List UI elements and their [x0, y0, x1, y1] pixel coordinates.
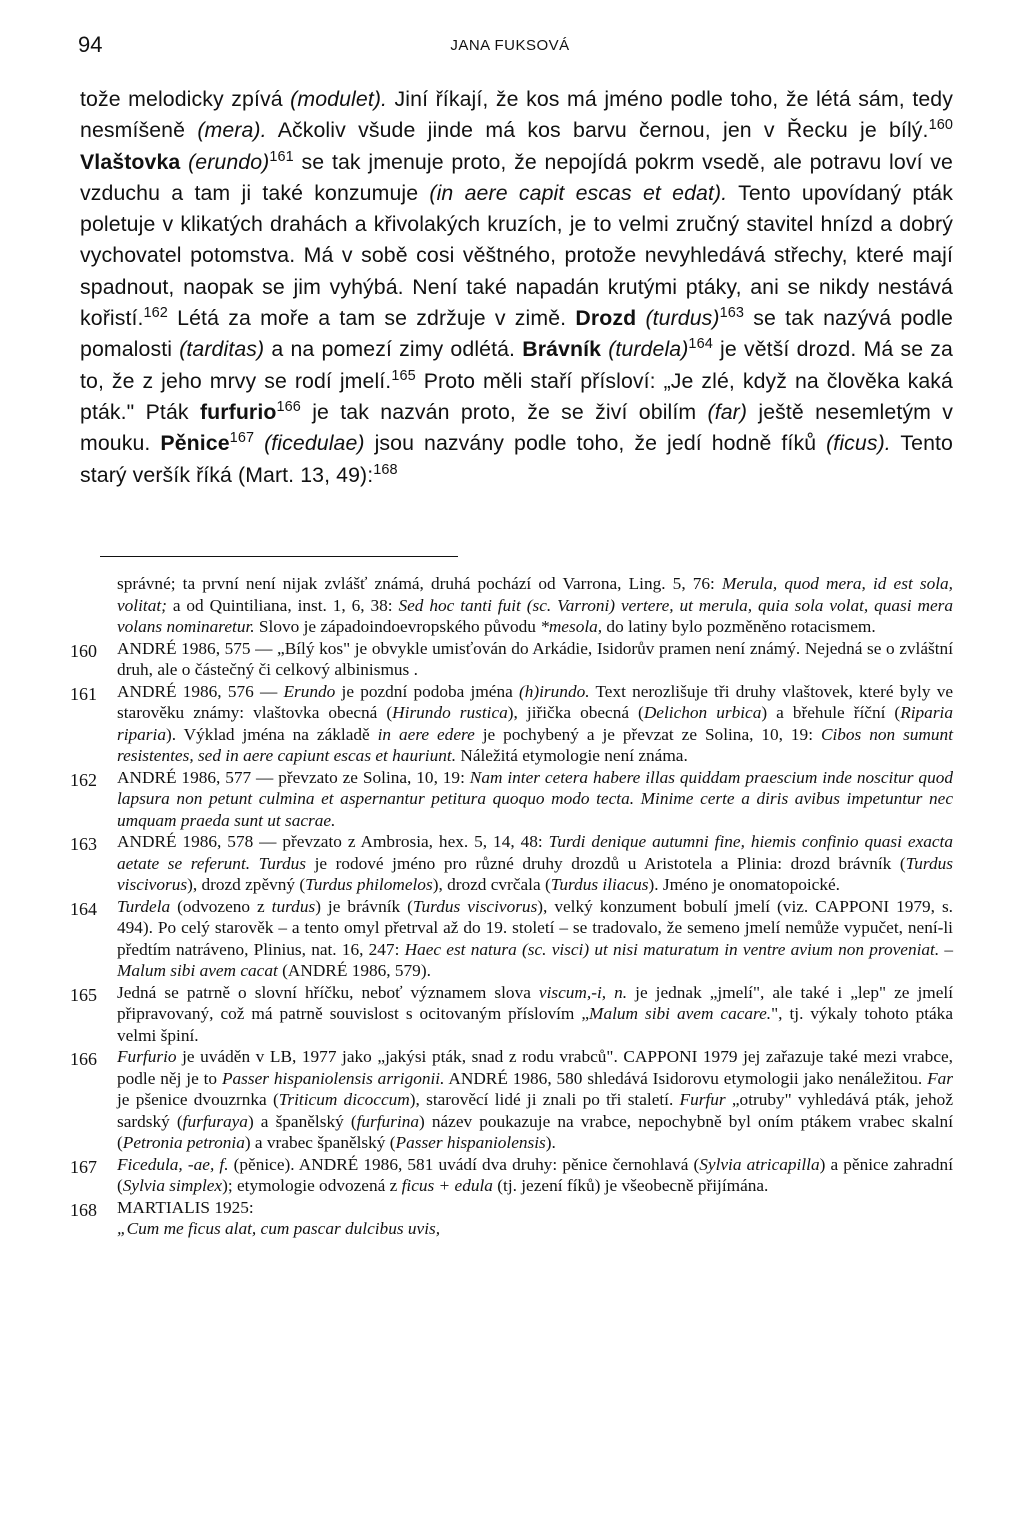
footnote-ref-166[interactable]: 166: [276, 399, 301, 416]
footnote-number: 167: [70, 1156, 97, 1177]
footnote-ref-165[interactable]: 165: [391, 367, 416, 384]
footnote-ref-164[interactable]: 164: [688, 336, 713, 353]
footnote-167: 167 Ficedula, -ae, f. (pěnice). ANDRÉ 1986, 581 uvádí dva druhy: pěnice černohlavá (Sylvia atricapilla) a pěnice zahradní (Sylvia simplex); etymologie odvozená z ficus + edula (tj. jezení fíků) je všeobecně přijímána.: [70, 1154, 953, 1195]
running-head: JANA FUKSOVÁ: [450, 37, 570, 54]
footnote-separator: [100, 556, 458, 557]
footnote-ref-167[interactable]: 167: [229, 430, 255, 447]
footnote-163: 163 ANDRÉ 1986, 578 — převzato z Ambrosia, hex. 5, 14, 48: Turdi denique autumni fine, hiemis confinio quasi exacta aetate se referunt. Turdus je rodové jméno pro různé druhy drozdů u Aristotela a Plinia: drozd brávník (Turdus viscivorus), drozd zpěvný (Turdus philomelos), drozd cvrčala (Turdus iliacus). Jméno je onomatopoické.: [70, 832, 954, 894]
footnote-161: 161 ANDRÉ 1986, 576 — Erundo je pozdní podoba jména (h)irundo. Text nerozlišuje tři druhy vlaštovek, které byly ve starověku známy: vlaštovka obecná (Hirundo rustica), jiřička obecná (Delichon urbica) a břehule říční (Riparia riparia). Výklad jména na základě in aere edere je pochybený a je převzat ze Solina, 10, 19: Cibos non sumunt resistentes, sed in aere capiunt escas et hauriunt. Náležitá etymologie není známa.: [70, 681, 954, 765]
footnote-ref-161[interactable]: 161: [269, 148, 294, 165]
footnote-160: 160 ANDRÉ 1986, 575 — „Bílý kos" je obvykle umisťován do Arkádie, Isidorův pramen není známý. Nejedná se o zvláštní druh, ale o částečný či celkový albinismus .: [70, 638, 953, 679]
footnote-164: 164 Turdela (odvozeno z turdus) je brávník (Turdus viscivorus), velký konzument bobulí jmelí (viz. CAPPONI 1979, s. 494). Po celý starověk – a tento omyl přetrval až do 19. století – se tradovalo, že semeno jmelí nemůže vypučet, není-li předtím natráveno, Plinius, nat. 16, 247: Haec est natura (sc. visci) ut nisi maturatum in ventre avium non proveniat. – Malum sibi avem cacat (ANDRÉ 1986, 579).: [70, 896, 954, 980]
footnote-ref-163[interactable]: 163: [719, 305, 745, 322]
footnote-number: 160: [70, 640, 97, 661]
footnote-number: 168: [70, 1199, 97, 1220]
footnote-ref-162[interactable]: 162: [143, 305, 168, 322]
footnote-number: 163: [70, 834, 97, 854]
footnote-165: 165 Jedná se patrně o slovní hříčku, neboť významem slova viscum,-i, n. je jednak „jmelí", ale také i „lep" ze jmelí připravovaný, což má patrně souvislost s ocitovaným příslovím „Malum sibi avem cacare.", tj. výkaly tohoto ptáka velmi špiní.: [70, 982, 953, 1045]
footnote-number: 161: [70, 683, 97, 704]
footnote-number: 166: [70, 1049, 97, 1069]
footnote-number: 165: [70, 984, 97, 1005]
footnote-ref-160[interactable]: 160: [928, 117, 954, 134]
footnote-continuation: správné; ta první není nijak zvlášť známá, druhá pochází od Varrona, Ling. 5, 76: Merula, quod mera, id est sola, volitat; a od Quintiliana, inst. 1, 6, 38: Sed hoc tanti fuit (sc. Varroni) vertere, ut merula, quia sola volat, quasi mera volans nominaretur. Slovo je západoindoevropského původu *mesola, do latiny bylo pozměněno rotacismem.: [117, 574, 954, 636]
footnote-number: 164: [70, 898, 97, 919]
footnotes: [70, 573, 954, 1240]
footnote-ref-168[interactable]: 168: [373, 461, 398, 478]
footnote-162: 162 ANDRÉ 1986, 577 — převzato ze Solina, 10, 19: Nam inter cetera habere illas quiddam praescium inde noscitur quod lapsura non petunt culmina et aspernantur petitura quoquo modo tecta. Minime certe a diris avibus impetuntur nec umquam praeda sunt ut sacrae.: [70, 767, 953, 830]
main-text: tože melodicky zpívá (modulet). Jiní říkají, že kos má jméno podle toho, že létá sám, tedy nesmíšeně (mera). Ačkoliv všude jinde má kos barvu černou, jen v Řecku je bílý.$^{160}$ Vlaštovka (erundo)$^{161}$ se tak jmenuje proto, že nepojídá pokrm vsedě, ale potravu loví ve vzduchu a tam ji také konzumuje (in aere capit escas et edat). Tento upovídaný pták poletuje v klikatých drahách a křivolakých kruzích, je to velmi zručný stavitel hnízd a dobrý vychovatel potomstva. Má v sobě cosi věštného, protože nevyhledává střechy, které mají spadnout, naopak se jim vyhýbá. Není také napadán krutými ptáky, ani se nikdy nestává kořistí.$^{162}$ Létá za moře a tam se zdržuje v zimě. Drozd (turdus)$^{163}$ se tak nazývá podle pomalosti (tarditas) a na pomezí zimy odlétá. Brávník (turdela)$^{164}$ je větší drozd. Má se za to, že z jeho mrvy se rodí jmelí.$^{165}$ Proto měli staří přísloví: „Je zlé, když na člověka kaká pták." Pták furfurio$^{166}$ je tak nazván proto, že se živí obilím (far) ještě nesemletým v mouku. Pěnice$^{167}$ (ficedulae) jsou nazvány podle toho, že jedí hodně fíků (ficus). Tento starý veršík říká (Mart. 13, 49):$^{168}$: [80, 87, 954, 487]
page-header: [78, 32, 942, 62]
footnote-168: 168 MARTIALIS 1925:: [70, 1197, 254, 1220]
page-number: 94: [78, 32, 103, 57]
footnote-number: 162: [70, 769, 97, 790]
quoted-verse: „Cum me ficus alat, cum pascar dulcibus uvis,: [117, 1219, 441, 1238]
footnote-166: 166 Furfurio je uváděn v LB, 1977 jako „jakýsi pták, snad z rodu vrabců". CAPPONI 1979 jej zařazuje také mezi vrabce, podle něj je to Passer hispaniolensis arrigonii. ANDRÉ 1986, 580 shledává Isidorovu etymologii jako nenáležitou. Far je pšenice dvouzrnka (Triticum dicoccum), starověcí lidé ji znali po tři staletí. Furfur „otruby" vyhledává pták, jehož sardský (furfuraya) a španělský (furfurina) název poukazuje na vrabce, nepochybně byl oním ptákem vrabec skalní (Petronia petronia) a vrabec španělský (Passer hispaniolensis).: [70, 1047, 953, 1152]
